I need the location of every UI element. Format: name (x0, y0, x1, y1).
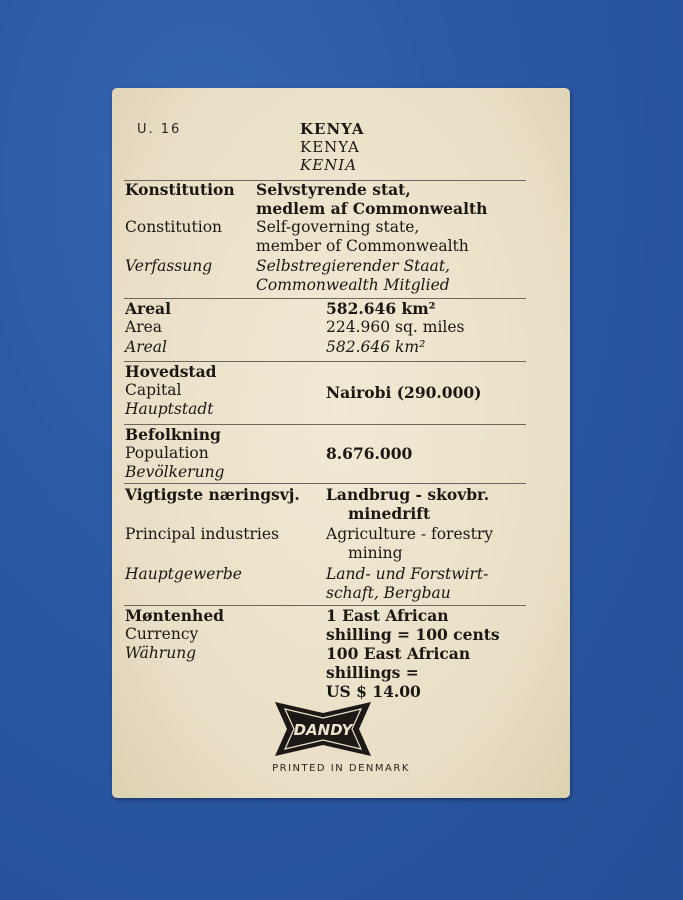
label-capital-english: Capital (125, 381, 182, 399)
card-code: U. 16 (137, 122, 182, 137)
value-industries-line: mining (348, 544, 403, 562)
value-constitution-line: Selvstyrende stat, (256, 180, 411, 199)
value-industries-line: Land- und Forstwirt- (326, 565, 489, 583)
label-area-english: Area (125, 318, 163, 336)
value-constitution-line: Selbstregierender Staat, (256, 257, 450, 275)
value-population: 8.676.000 (326, 444, 413, 463)
label-currency-german: Währung (125, 644, 197, 662)
value-currency-line: US $ 14.00 (326, 682, 421, 701)
printed-in-footer: PRINTED IN DENMARK (272, 763, 410, 774)
divider (124, 298, 526, 299)
value-capital: Nairobi (290.000) (326, 383, 482, 402)
value-constitution-line: member of Commonwealth (256, 237, 469, 255)
label-capital-german: Hauptstadt (125, 400, 214, 418)
country-name-german: KENIA (300, 156, 358, 174)
value-area-km2-german: 582.646 km² (326, 338, 426, 356)
dandy-logo (271, 700, 375, 758)
value-area-km2: 582.646 km² (326, 299, 436, 318)
value-currency-line: 100 East African (326, 644, 471, 663)
label-currency-english: Currency (125, 625, 199, 643)
label-industries-danish: Vigtigste næringsvj. (125, 485, 300, 504)
value-industries-line: minedrift (348, 504, 431, 523)
value-industries-line: schaft, Bergbau (326, 584, 451, 602)
label-population-german: Bevölkerung (125, 463, 225, 481)
label-capital-danish: Hovedstad (125, 362, 217, 381)
value-constitution-line: Self-governing state, (256, 218, 420, 236)
info-card (112, 88, 570, 798)
label-population-english: Population (125, 444, 209, 462)
label-constitution-german: Verfassung (125, 257, 213, 275)
value-area-miles: 224.960 sq. miles (326, 318, 465, 336)
label-industries-german: Hauptgewerbe (125, 565, 242, 583)
label-constitution-english: Constitution (125, 218, 223, 236)
label-constitution-danish: Konstitution (125, 180, 235, 199)
logo-text: DANDY (293, 721, 353, 739)
label-area-danish: Areal (125, 299, 171, 318)
country-name-english: KENYA (300, 138, 360, 156)
label-industries-english: Principal industries (125, 525, 279, 543)
value-industries-line: Agriculture - forestry (326, 525, 493, 543)
value-constitution-line: Commonwealth Mitglied (256, 276, 450, 294)
country-name-danish: KENYA (300, 120, 365, 138)
value-currency-line: shilling = 100 cents (326, 625, 500, 644)
value-currency-line: 1 East African (326, 606, 449, 625)
divider (124, 483, 526, 484)
label-population-danish: Befolkning (125, 425, 221, 444)
value-constitution-line: medlem af Commonwealth (256, 199, 488, 218)
value-currency-line: shillings = (326, 663, 419, 682)
value-industries-line: Landbrug - skovbr. (326, 485, 490, 504)
label-area-german: Areal (125, 338, 167, 356)
label-currency-danish: Møntenhed (125, 606, 225, 625)
